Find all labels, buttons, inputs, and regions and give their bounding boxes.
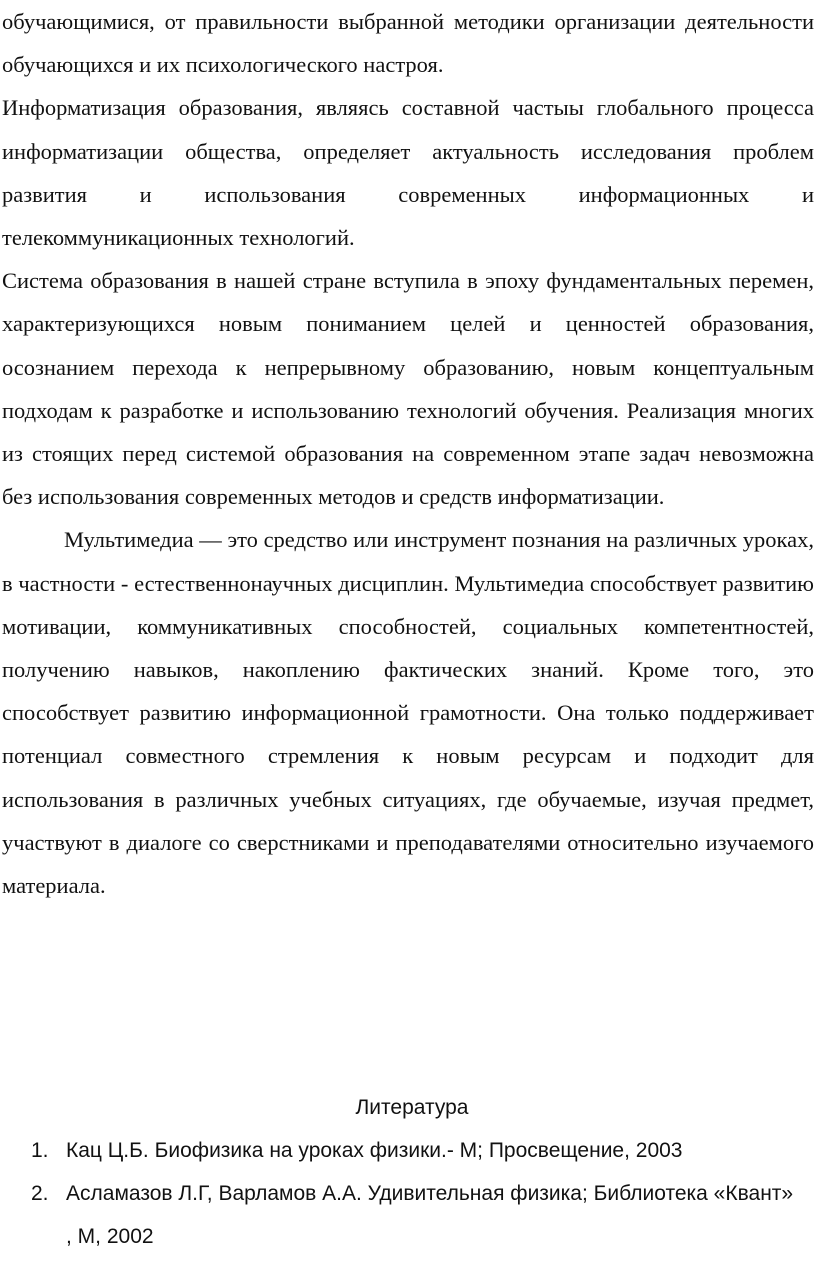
paragraph-1: обучающимися, от правильности выбранной методики организации деятельности обучающихся и их психологического настроя.	[2, 9, 814, 78]
references-list	[0, 1129, 816, 1258]
reference-text: Асламазов Л.Г, Варламов А.А. Удивительная физика; Библиотека «Квант» , М, 2002	[66, 1182, 794, 1248]
references-section	[0, 1086, 816, 1258]
paragraph-4: Мультимедиа — это средство или инструмент познания на различных уроках, в частности - естественнонаучных дисциплин. Мультимедиа способствует развитию мотивации, коммуникативных способностей, социальных компетентностей, получению навыков, накоплению фактических знаний. Кроме того, это способствует развитию информационной грамотности. Она только поддерживает потенциал совместного стремления к новым ресурсам и подходит для использования в различных учебных ситуациях, где обучаемые, изучая предмет, участвуют в диалоге со сверстниками и преподавателями относительно изучаемого материала.	[2, 527, 814, 899]
reference-number: 1.	[31, 1139, 49, 1162]
reference-item-2	[0, 1172, 816, 1258]
paragraph-3: Система образования в нашей стране вступила в эпоху фундаментальных перемен, характеризующихся новым пониманием целей и ценностей образования, осознанием перехода к непрерывному образованию, новым концептуальным подходам к разработке и использованию технологий обучения. Реализация многих из стоящих перед системой образования на современном этапе задач невозможна без использования современных методов и средств информатизации.	[2, 268, 814, 510]
paragraph-2: Информатизация образования, являясь составной частыы глобального процесса информатизации общества, определяет актуальность исследования проблем развития и использования современных информационных и телекоммуникационных технологий.	[2, 95, 814, 251]
document-body	[2, 0, 814, 907]
reference-text: Кац Ц.Б. Биофизика на уроках физики.- М; Просвещение, 2003	[66, 1139, 683, 1162]
reference-number: 2.	[31, 1182, 49, 1205]
reference-item-1	[0, 1129, 816, 1172]
references-title: Литература	[355, 1096, 469, 1119]
